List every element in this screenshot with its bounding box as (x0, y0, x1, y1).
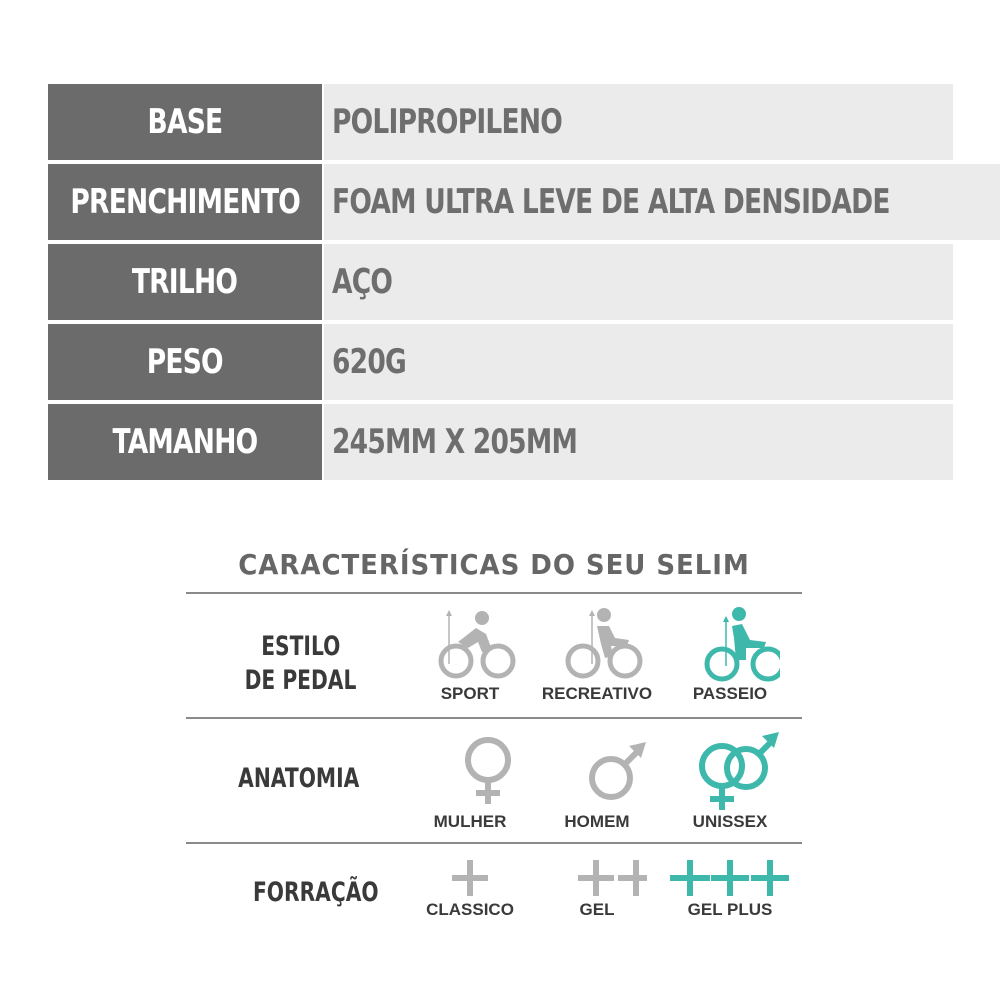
pedal-option-recreational (532, 604, 662, 704)
divider (186, 717, 802, 719)
lining-option-gel-plus (665, 858, 795, 920)
spec-value: POLIPROPILENO (324, 84, 953, 160)
spec-value: AÇO (324, 244, 953, 320)
anatomy-option-unisex (665, 728, 795, 832)
anatomy-option-label: HOMEM (564, 812, 630, 831)
spec-table (48, 84, 953, 484)
spec-row-size (48, 404, 953, 480)
spec-row-rail (48, 244, 953, 320)
lining-option-gel (532, 858, 662, 920)
lining-option-label: GEL (579, 900, 615, 919)
pedal-option-leisure (665, 604, 795, 704)
lining-option-label: GEL PLUS (687, 900, 773, 919)
cyclist-leisure-icon (680, 604, 780, 684)
spec-row-filling (48, 164, 953, 240)
spec-value: 245MM X 205MM (324, 404, 953, 480)
cyclist-sport-icon (420, 604, 520, 684)
divider (186, 592, 802, 594)
spec-label: PESO (48, 324, 322, 400)
lining-option-label: CLASSICO (426, 900, 514, 919)
pedal-style-label: ESTILO DE PEDAL (245, 631, 357, 696)
lining-option-classic (405, 858, 535, 920)
triple-plus-icon (665, 858, 795, 900)
pedal-option-label: RECREATIVO (541, 684, 653, 703)
unisex-symbol-icon (680, 728, 780, 812)
female-symbol-icon (420, 732, 520, 812)
spec-label: TAMANHO (48, 404, 322, 480)
double-plus-icon (547, 858, 647, 900)
single-plus-icon (420, 858, 520, 900)
lining-label: FORRAÇÃO (252, 877, 379, 908)
pedal-option-label: SPORT (440, 684, 500, 703)
male-symbol-icon (547, 732, 647, 812)
spec-label: BASE (48, 84, 322, 160)
spec-row-weight (48, 324, 953, 400)
anatomy-option-male (532, 732, 662, 832)
characteristics-title: CARACTERÍSTICAS DO SEU SELIM (238, 548, 750, 581)
spec-value: FOAM ULTRA LEVE DE ALTA DENSIDADE (324, 164, 1000, 240)
pedal-option-label: PASSEIO (692, 684, 768, 703)
spec-label: TRILHO (48, 244, 322, 320)
spec-value: 620G (324, 324, 953, 400)
anatomy-option-label: MULHER (433, 812, 507, 831)
cyclist-recreational-icon (547, 604, 647, 684)
anatomy-label: ANATOMIA (238, 763, 360, 794)
anatomy-option-label: UNISSEX (692, 812, 768, 831)
pedal-option-sport (405, 604, 535, 704)
anatomy-option-female (405, 732, 535, 832)
spec-label: PRENCHIMENTO (48, 164, 322, 240)
spec-row-base (48, 84, 953, 160)
divider (186, 842, 802, 844)
